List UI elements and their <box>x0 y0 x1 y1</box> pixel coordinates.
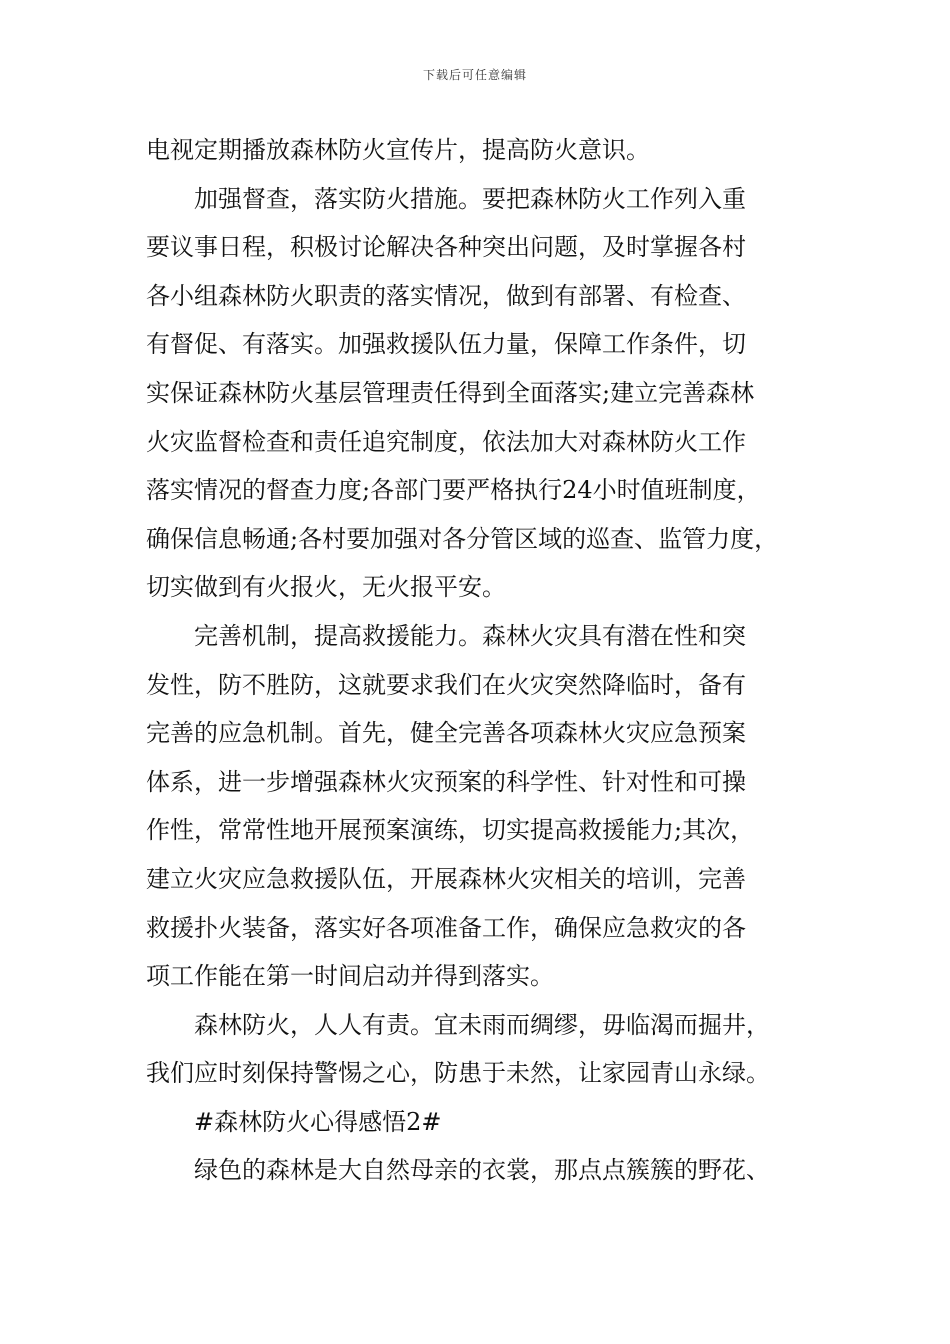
text-line: 作性，常常性地开展预案演练，切实提高救援能力;其次， <box>146 816 755 845</box>
text-line: 确保信息畅通;各村要加强对各分管区域的巡查、监管力度， <box>146 524 779 553</box>
text-line: 要议事日程，积极讨论解决各种突出问题，及时掌握各村 <box>146 233 746 262</box>
text-line: 切实做到有火报火，无火报平安。 <box>146 573 506 602</box>
document-body <box>146 126 826 1195</box>
text-line: 实保证森林防火基层管理责任得到全面落实;建立完善森林 <box>146 378 755 407</box>
text-line: 我们应时刻保持警惕之心，防患于未然，让家园青山永绿。 <box>146 1059 770 1088</box>
text-line: 发性，防不胜防，这就要求我们在火灾突然降临时，备有 <box>146 670 746 699</box>
text-line: 落实情况的督查力度;各部门要严格执行24小时值班制度， <box>146 476 761 505</box>
page-header: 下载后可任意编辑 <box>422 68 527 82</box>
text-line: 救援扑火装备，落实好各项准备工作，确保应急救灾的各 <box>146 913 746 942</box>
text-line: 建立火灾应急救援队伍，开展森林火灾相关的培训，完善 <box>146 864 746 893</box>
text-line: 体系，进一步增强森林火灾预案的科学性、针对性和可操 <box>146 767 746 796</box>
section-heading: #森林防火心得感悟2# <box>194 1107 442 1136</box>
text-line: 火灾监督检查和责任追究制度，依法加大对森林防火工作 <box>146 427 746 456</box>
text-line: 电视定期播放森林防火宣传片，提高防火意识。 <box>146 136 650 164</box>
text-line: 各小组森林防火职责的落实情况，做到有部署、有检查、 <box>146 281 746 310</box>
text-line: 加强督查，落实防火措施。要把森林防火工作列入重 <box>194 184 746 213</box>
text-line: 完善机制，提高救援能力。森林火灾具有潜在性和突 <box>194 621 746 650</box>
text-line: 有督促、有落实。加强救援队伍力量，保障工作条件，切 <box>146 330 746 359</box>
text-line: 森林防火，人人有责。宜未雨而绸缪，毋临渴而掘井， <box>194 1010 770 1039</box>
text-line: 绿色的森林是大自然母亲的衣裳，那点点簇簇的野花、 <box>194 1156 770 1185</box>
text-line: 完善的应急机制。首先，健全完善各项森林火灾应急预案 <box>146 719 746 748</box>
text-line: 项工作能在第一时间启动并得到落实。 <box>146 962 554 991</box>
